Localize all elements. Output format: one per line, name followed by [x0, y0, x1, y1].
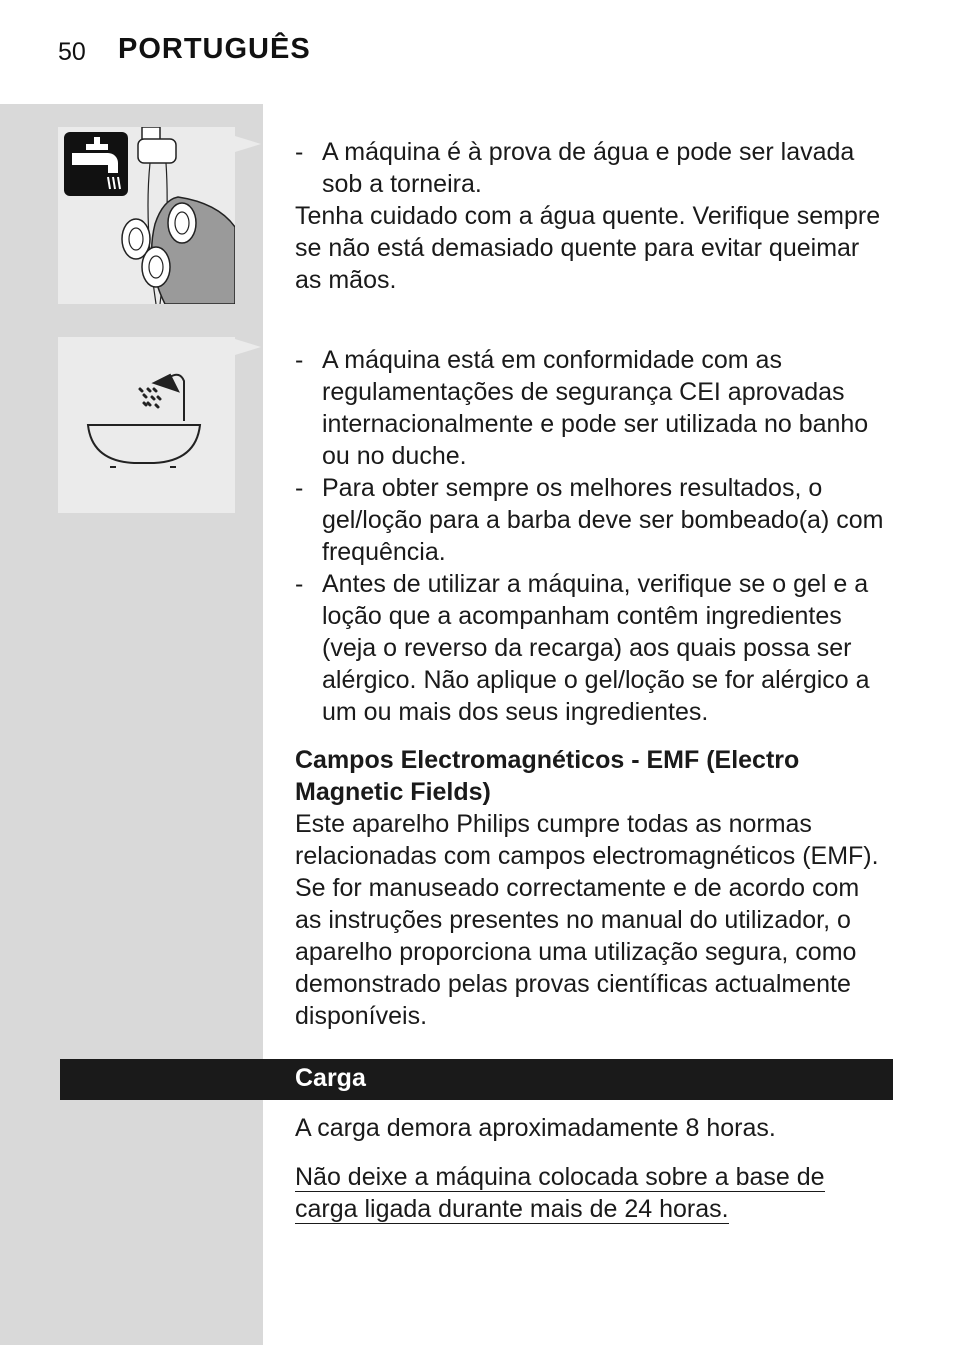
warning-note: Tenha cuidado com a água quente. Verifique sempre se não está demasiado quente para evitar queimar as mãos.	[295, 202, 881, 294]
section-title-carga: Carga	[295, 1064, 366, 1092]
page-language-title: PORTUGUÊS	[118, 33, 311, 65]
list-item: - Antes de utilizar a máquina, verifique se o gel e a loção que a acompanham contêm ingredientes (veja o reverso da recarga) aos quais possa ser alérgico. Não aplique o gel/loção se for alérgico a um ou mais dos seus ingredientes.	[295, 570, 870, 726]
water-tap-icon	[64, 132, 128, 196]
carga-warning: Não deixe a máquina colocada sobre a base de carga ligada durante mais de 24 horas.	[295, 1163, 825, 1223]
figure-pointer	[235, 339, 261, 355]
emf-heading: Campos Electromagnéticos - EMF (Electro Magnetic Fields)	[295, 746, 800, 806]
bath-shower-icon	[88, 375, 200, 467]
list-item: - A máquina é à prova de água e pode ser lavada sob a torneira.	[295, 138, 855, 198]
section-1-text	[295, 136, 890, 296]
page-number: 50	[58, 38, 86, 66]
emf-section	[295, 744, 890, 1032]
shaver-rinse-illustration	[58, 127, 235, 304]
section-2-text	[295, 344, 895, 728]
figure-pointer	[235, 136, 261, 152]
list-item: - Para obter sempre os melhores resultados, o gel/loção para a barba deve ser bombeado(a) com frequência.	[295, 474, 884, 566]
emf-body: Este aparelho Philips cumpre todas as normas relacionadas com campos electromagnéticos (EMF). Se for manuseado correctamente e de acordo com as instruções presentes no manual do utilizador, o aparelho proporciona uma utilização segura, como demonstrado pelas provas científicas actualmente disponíveis.	[295, 810, 879, 1030]
list-item: - A máquina está em conformidade com as regulamentações de segurança CEI aprovadas internacionalmente e pode ser utilizada no banho ou no duche.	[295, 346, 869, 470]
bath-shower-illustration	[58, 337, 235, 513]
section-header-bar	[60, 1059, 893, 1100]
carga-text: A carga demora aproximadamente 8 horas.	[295, 1114, 776, 1142]
